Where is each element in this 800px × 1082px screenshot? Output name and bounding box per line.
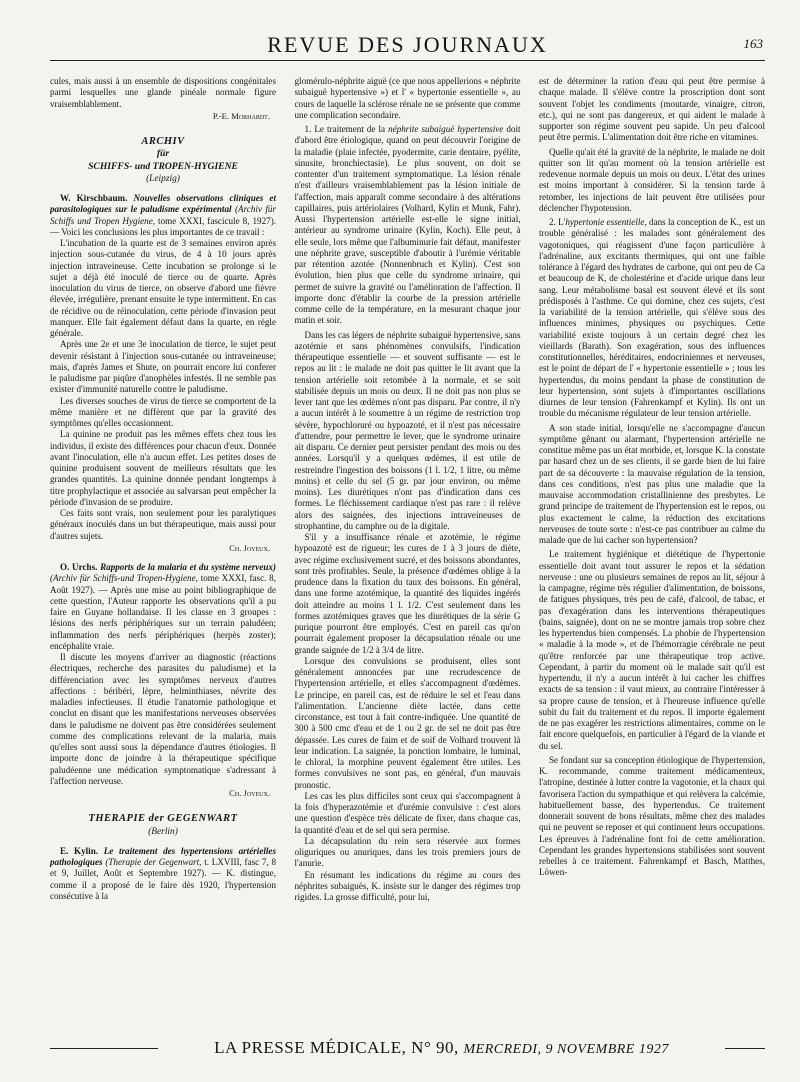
paragraph: S'il y a insuffisance rénale et azotémie, le régime hypoazoté est de rigueur; les cures de 1 à 3 jours de diète, avec régime exclusivement sucré, et des boissons abondantes, sont très profitables. Seule, la présence d'œdèmes oblige à la prudence dans la fixation du taux des boissons. En général, dans une forme azotémique, la quantité des liquides ingérés doit atteindre au moins 1 l. 1/2. C'est seulement dans les formes azotémiques graves que les diurétiques de la série G purique pourront être employés. C'est en pareil cas qu'on pourrait également proposer la décapsulation rénale ou une grande saignée de 1/2 à 3/4 de litre. xyxy=(294,532,521,655)
article-reference: (Archiv für Schiffs-und Tropen-Hygiene, xyxy=(50,573,198,584)
paragraph: est de déterminer la ration d'eau qui peut être permise à chaque malade. Il s'élève contre la proscription dont sont souvent l'objet les condiments (moutarde, vinaigre, citron, etc.), qui ne sont pas dangereux, et qui aident le malade à supporter son régime souvent peu sapide. Un peu d'alcool peut être permis. L'alimentation doit être riche en vitamines. xyxy=(539,76,765,143)
paragraph-lead: 2. L' xyxy=(549,217,566,227)
paragraph: glomérulo-néphrite aiguë (ce que nous appellerions « néphrite subaiguë hypertensive ») et l' « hypertonie essentielle », au cours de laquelle la sclérose rénale ne se présente que comme une complication secondaire. xyxy=(294,76,521,120)
section-journal-location: (Leipzig) xyxy=(146,173,180,184)
paragraph: Ces faits sont vrais, non seulement pour les paralytiques généraux inoculés dans un but thérapeutique, mais aussi pour d'autres sujets. xyxy=(50,508,276,541)
paragraph: La quinine ne produit pas les mêmes effets chez tous les individus, il existe des différences pour chacun d'eux. Donnée avant l'inoculation, elle n'a aucun effet. Les petites doses de quinine produisent souvent de meilleurs résultats que les grandes quantités. La quinine donnée pendant longtemps à titre prophylactique et associée au salvarsan peut empêcher la période d'invasion de se produire. xyxy=(50,429,276,507)
footer-rule-right xyxy=(725,1048,765,1049)
column-1 xyxy=(50,76,276,1026)
article-text: tome XXXI, fasc. 8, Août 1927). — Après une mise au point bibliographique de cette question, l'Auteur rapporte les observations qu'il a pu faire en Guyane hollandaise. Il les classe en 3 groupes : lésions des nerfs périphériques sur un terrain paludéen; inflammation des nerfs périphériques (herpès zoster); encéphalite vraie. xyxy=(50,573,276,651)
paragraph: Dans les cas légers de néphrite subaiguë hypertensive, sans azotémie et sans phénomènes convulsifs, l'indication thérapeutique essentielle — et souvent suffisante — est le repos au lit : le malade ne doit pas quitter le lit avant que la tension artérielle soit retombée à la normale, et se soit stabilisée depuis un mois ou deux. Il ne doit pas non plus se lever tant que les œdèmes n'ont pas disparu. Par contre, il n'y a aucun intérêt à le soumettre à un régime de restriction trop sévère, hypochloruré ou hypoazoté, et il n'est pas nécessaire d'attendre, pour permettre le lever, que le syndrome urinaire ait disparu. Ce dernier peut persister pendant des mois ou des années. Lorsqu'il y a quelques œdèmes, il est utile de restreindre l'ingestion des boissons (1 l. 1/2, 1 litre, ou même moins) et celle du sel (5 gr. par jour environ, ou même moins). Les diurétiques n'ont pas d'indication dans ces formes. Le fléchissement cardiaque n'est pas rare : il relève alors des saignées, des injections intraveineuses de strophantine, du camphre ou de la digitale. xyxy=(294,329,521,531)
article-title: Rapports de la malaria et du système nerveux) xyxy=(100,562,276,572)
emphasized-term: hypertonie essentielle xyxy=(565,217,645,227)
footer-masthead xyxy=(162,1038,721,1058)
author-signature: Ch. Joyeux. xyxy=(229,542,270,553)
column-3 xyxy=(539,76,765,1026)
article-lead xyxy=(50,193,276,238)
article-text: tome XXXI, fascicule 8, 1927). — Voici les conclusions les plus importantes de ce travail : xyxy=(50,215,276,237)
section-journal-title: THERAPIE der GEGENWART xyxy=(88,813,238,825)
author-signature: P.-E. Morhardt. xyxy=(212,110,270,121)
paragraph: Se fondant sur sa conception étiologique de l'hypertension, K. recommande, comme traitement médicamenteux, l'atropine, destinée à lutter contre la vagotonie, et la chaux qui favorisera l'action du sympathique et qui relèvera la calcémie, habituellement basse, des hypertendus. Ce traitement donnerait souvent de bons résultats, même chez des malades qui ne peuvent se reposer et qui continuent leurs occupations. Les épreuves à l'adrénaline font foi de cette amélioration. Cependant les grandes hypertensions stabilisées sont souvent rebelles à ce traitement. Fahrenkampf et Basch, Matthes, Löwen- xyxy=(539,754,765,878)
section-journal-subtitle: für xyxy=(156,148,170,160)
paragraph: Quelle qu'ait été la gravité de la néphrite, le malade ne doit quitter son lit qu'au moment où la tension artérielle est redevenue normale depuis un mois ou deux. L'état des urines est moins important à considérer. Si la tension tarde à retomber, les injections de lait peuvent être utilisées pour déclencher l'hypotension. xyxy=(539,146,765,213)
article-columns xyxy=(50,76,765,1026)
article-author: E. Kylin. xyxy=(60,845,99,856)
paragraph: A son stade initial, lorsqu'elle ne s'accompagne d'aucun symptôme gênant ou alarmant, l'hypertension artérielle ne constitue même pas un état morbide, et, lorsque K. la constate par hasard chez un de ses clients, il se garde bien de lui faire part de sa découverte : la mauvaise régulation de la tension, dans ces conditions, n'est pas plus une maladie que la mauvaise accommodation cristallinienne des presbytes. Le grand principe de traitement de l'hypertension est le repos, ou plus exactement le calme, la réduction des excitations nerveuses de toute sorte : n'est-ce pas contribuer au calme du malade que de lui cacher son hypertension? xyxy=(539,422,765,545)
paragraph xyxy=(539,217,765,420)
article-lead xyxy=(50,846,276,902)
paragraph-text: , dans la conception de K., est un trouble généralisé : les malades sont généralement des vagotoniques, qui réagissent d'une façon particulière à l'adrénaline, aux excitants thermiques, qui ont une faible tolérance à l'égard des hydrates de carbone, qui ont peu de Ca et beaucoup de K, de cholestérine et d'acide urique dans leur sang. Leur métabolisme basal est souvent élevé et ils sont prédisposés à l'asthme. Ce qui domine, chez ces sujets, c'est la variabilité de la tension artérielle, qui s'élève sous des influences minimes, physiques ou psychiques. Cette variabilité existe toujours à un certain degré chez les vieillards (Barath). Son exagération, sous des influences constitutionnelles, héréditaires, endocriniennes et nerveuses, est le point de départ de l' « hypertonie essentielle » ; tous les hypertendus, du moins pendant la phase de constitution de leur hypertension, sont sujets à d'importantes oscillations diurnes de leur tension (Fahrenkampf et Kylin). Ils ont un trouble du mécanisme régulateur de leur tension artérielle. xyxy=(539,217,765,419)
paragraph: Il discute les moyens d'arriver au diagnostic (réactions électriques, recherche des parasites du paludisme) et la différenciation avec les symptômes nerveux d'autres affections : béribéri, lèpre, helminthiases, névrite des maladies infectieuses. Il étudie l'anatomie pathologique et conclut en disant que les manifestations nerveuses observées dans le paludisme ne doivent pas être considérées seulement comme des complications relevant de la malaria, mais qu'elles sont aussi sous la dépendance d'autres étiologies. Il importe donc de joindre à la thérapeutique spécifique paludéenne une médication symptomatique s'adressant à l'affection nerveuse. xyxy=(50,652,276,786)
article-lead xyxy=(50,562,276,652)
article-text: t. LXVIII, fasc 7, 8 et 9, Juillet, Août et Septembre 1927). — K. distingue, comme il a proposé de le faire dès 1920, l'hypertension consécutive à la xyxy=(50,857,276,901)
paragraph: Le traitement hygiénique et diététique de l'hypertonie essentielle doit avant tout assurer le repos et la sédation nerveuse : une ou plusieurs semaines de repos au lit, séjour à la campagne, régime très régulier d'alimentation, de boissons, de fatigues physiques, très peu de café, d'alcool, de tabac, et pas d'exagération dans les interventions thérapeutiques (bains, saignée), dont on ne se montre jamais trop sobre chez les hypertendus bien compensés. La phobie de l'hypertension « maladie à la mode », et de l'hémorragie cérébrale ne peut qu'être renforcée par une thérapeutique trop active. Cependant, à partir du moment où le malade sait qu'il est hypertendu, il n'y a aucun intérêt à lui cacher les chiffres exacts de sa tension : il vaut mieux, au contraire l'intéresser à sa propre cause de tension, et à l'heureuse influence qu'elle subit du fait du traitement et du repos. Il importe également de ne pas exagérer les restrictions alimentaires, comme on le fait encore quelquefois, en particulier à l'égard de la viande et du sel. xyxy=(539,549,765,751)
journal-section-title: REVUE DES JOURNAUX xyxy=(267,32,548,57)
paragraph: En résumant les indications du régime au cours des néphrites subaiguës, K. insiste sur le danger des régimes trop rigides. La grosse difficulté, pour lui, xyxy=(294,869,521,902)
emphasized-term: néphrite subaiguë hypertensive xyxy=(388,124,504,134)
paragraph: Après une 2e et une 3e inoculation de tierce, le sujet peut devenir résistant à l'injection sous-cutanée ou intraveineuse; mais, d'après James et Shute, on pourrait encore lui conferer le paludisme par piqûre d'anophèles infestés. Il ne semble pas exister d'immunité naturelle contre le paludisme. xyxy=(50,339,276,395)
paragraph: L'incubation de la quarte est de 3 semaines environ après injection sous-cutanée du virus, de 4 à 10 jours après injection intraveineuse. Cette incubation se prolonge si le sujet a déjà été inoculé de tierce ou de quarte. Après inoculation du virus de tierce, on observe d'abord une fièvre élevée, irrégulière, prenant ensuite le type intermittent. En cas de récidive ou de réinoculation, cette période d'invasion peut manquer. Elle fait également défaut dans la quarte, en règle générale. xyxy=(50,238,276,338)
paragraph: La décapsulation du rein sera réservée aux formes oliguriques ou anuriques, dans les trois premiers jours de l'anurie. xyxy=(294,835,521,869)
paragraph: cules, mais aussi à un ensemble de dispositions congénitales parmi lesquelles une glande pinéale normale figure vraisemblablement. xyxy=(50,76,276,109)
journal-name: LA PRESSE MÉDICALE, xyxy=(214,1038,407,1057)
article-reference: (Archiv für Schiffs und Tropen Hygiene, xyxy=(50,204,276,226)
section-journal-title: ARCHIV xyxy=(141,136,185,147)
page-number: 163 xyxy=(743,36,763,51)
page-footer xyxy=(50,1038,765,1064)
page-header xyxy=(50,30,765,61)
section-journal-location: (Berlin) xyxy=(148,826,178,837)
paragraph-lead: 1. Le traitement de la xyxy=(304,124,386,134)
column-2 xyxy=(295,76,521,1026)
article-title: Le traitement des hypertensions artérielles pathologiques xyxy=(50,845,276,867)
paragraph: Les diverses souches de virus de tierce se comportent de la même manière et ne diffèrent que par la gravité des symptômes qu'elles occasionnent. xyxy=(50,395,276,428)
paragraph: Les cas les plus difficiles sont ceux qui s'accompagnent à la fois d'hyperazotémie et d'urémie convulsive : c'est alors une question d'espèce très délicate de fixer, dans chaque cas, la quantité d'eau et de sel qui sera permise. xyxy=(294,790,521,835)
issue-date: MERCREDI, 9 NOVEMBRE 1927 xyxy=(463,1042,669,1057)
paragraph xyxy=(295,124,521,327)
issue-number: N° 90, xyxy=(411,1038,459,1057)
article-reference: (Therapie der Gegenwart, xyxy=(105,857,202,867)
article-author: W. Kirschbaum. xyxy=(60,193,128,203)
paragraph: Lorsque des convulsions se produisent, elles sont généralement annoncées par une recrudescence de l'hypertension artérielle, et elles s'accompagnent d'œdèmes. Le principe, en pareil cas, est de réduire le sel et l'eau dans l'alimentation. L'ancienne diète lactée, dans cette circonstance, est tout à fait contre-indiquée. Une quantité de 300 à 500 cmc d'eau et de 1 ou 2 gr. de sel ne doit pas être dépassée. Les cures de faim et de soif de Volhard trouvent là leur indication. La saignée, la ponction lombaire, le luminal, le chloral, la morphine peuvent également être utiles. Les formes convulsives ne sont pas, en général, d'un mauvais pronostic. xyxy=(294,655,521,790)
paragraph-text: doit d'abord être étiologique, quand on peut découvrir l'origine de la maladie (plaie infectée, pyodermite, carie dentaire, pyélite, sinusite, bronchiectasie). Le plus souvent, on doit se contenter d'un traitement symptomatique. La lésion rénale n'est d'ailleurs vraisemblablement pas la lésion initiale de l'affection, mais apparaît comme secondaire à des altérations capillaires, puis artériolaires (Volhard, Kylin et Munk, Fahr). Aussi l'hypertension artérielle est-elle le signe initial, antérieur au syndrome urinaire (Kylin, Koch). Elle peut, à elle seule, lors même que l'albuminurie fait défaut, manifester une néphrite grave, susceptible d'aboutir à l'urémie véritable par rétention azotée (Nonnenbruch et Kylin). C'est son évolution, bien plus que celle du syndrome urinaire, qui permet de suivre la gravité ou l'amélioration de l'affection. Il importe donc d'établir la courbe de la pression artérielle comme celle de la température, en la mesurant chaque jour matin et soir. xyxy=(294,124,521,326)
article-title: Nouvelles observations cliniques et parasitologiques sur le paludisme expérimental xyxy=(50,193,276,215)
section-journal-name: SCHIFFS- und TROPEN-HYGIENE xyxy=(88,160,238,172)
article-author: O. Urchs. xyxy=(60,562,98,572)
footer-rule-left xyxy=(50,1048,158,1049)
author-signature: Ch. Joyeux. xyxy=(229,788,270,798)
